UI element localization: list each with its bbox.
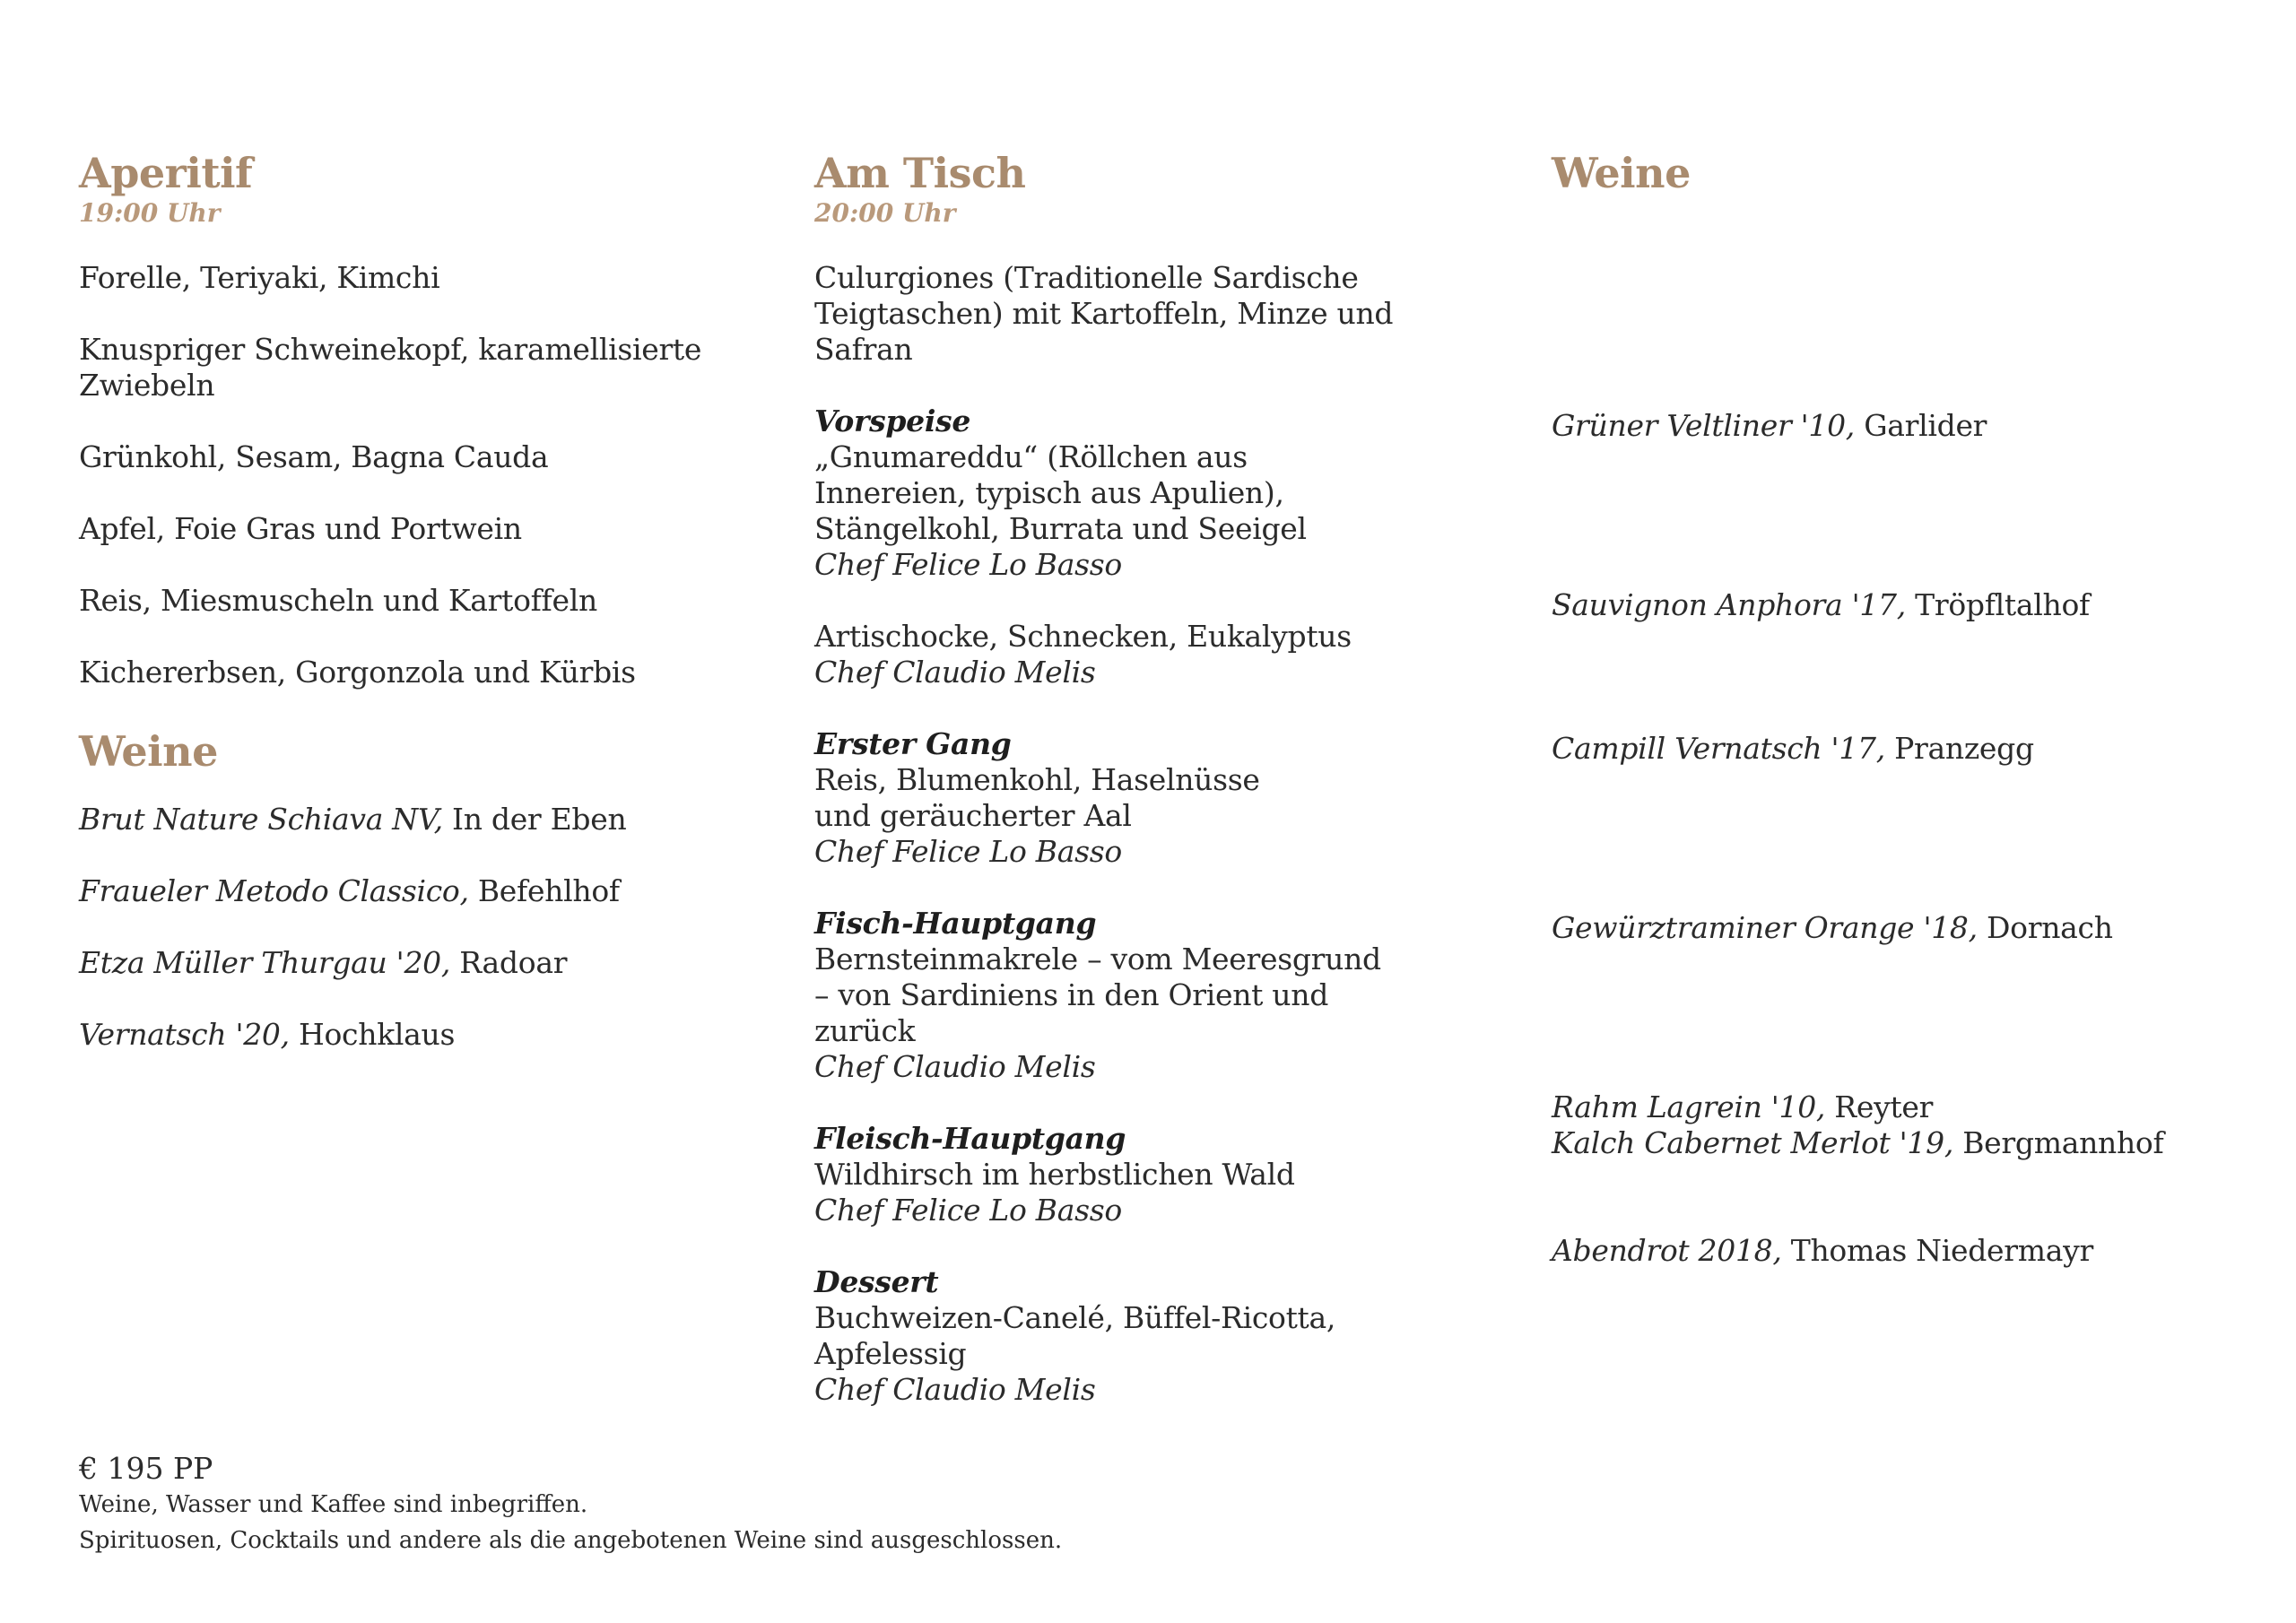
aperitif-wine <box>79 1017 743 1053</box>
course-title: Fisch-Hauptgang <box>814 906 1097 941</box>
course-chef: Chef Claudio Melis <box>814 1372 1096 1407</box>
aperitif-title: Aperitif <box>79 149 253 197</box>
wine-producer: Tröpfltalhof <box>1915 587 2090 622</box>
course-block <box>814 1264 1478 1408</box>
course-chef: Chef Felice Lo Basso <box>814 547 1122 582</box>
course-chef: Chef Felice Lo Basso <box>814 834 1122 869</box>
course-title: Dessert <box>814 1264 939 1299</box>
course-dish: Bernsteinmakrele – vom Meeresgrund – von Sardiniens in den Orient und zurück <box>814 942 1381 1048</box>
wine-pairing <box>1552 587 2090 623</box>
wine-name: Grüner Veltliner '10, <box>1552 408 1855 443</box>
course-title: Erster Gang <box>814 726 1012 761</box>
am-tisch-column <box>814 148 1478 1444</box>
course-chef: Chef Felice Lo Basso <box>814 1193 1122 1228</box>
wine-name: Kalch Cabernet Merlot '19, <box>1552 1125 1954 1160</box>
course-block <box>814 404 1478 583</box>
wine-producer: Pranzegg <box>1894 731 2034 766</box>
wine-name: Rahm Lagrein '10, <box>1552 1089 1826 1124</box>
course-block <box>814 260 1478 368</box>
price: € 195 PP <box>79 1451 213 1486</box>
aperitif-item: Apfel, Foie Gras und Portwein <box>79 511 522 546</box>
aperitif-wine <box>79 802 743 838</box>
aperitif-wine <box>79 873 743 909</box>
wine-pairing <box>1552 731 2034 767</box>
course-chef: Chef Claudio Melis <box>814 655 1096 690</box>
aperitif-item: Reis, Miesmuscheln und Kartoffeln <box>79 583 597 618</box>
course-dish: „Gnumareddu“ (Röllchen aus Innereien, typisch aus Apulien), Stängelkohl, Burrata und Seeigel <box>814 439 1307 546</box>
wine-name: Fraueler Metodo Classico, <box>79 873 469 908</box>
course-block <box>814 1121 1478 1228</box>
wine-name: Vernatsch '20, <box>79 1017 290 1052</box>
course-block <box>814 906 1478 1085</box>
price-footer <box>79 1451 1062 1558</box>
course-block <box>814 619 1478 690</box>
wine-producer: Befehlhof <box>477 873 620 908</box>
wine-pairing <box>1552 408 1987 444</box>
intro-dish: Culurgiones (Traditionelle Sardische Teigtaschen) mit Kartoffeln, Minze und Safran <box>814 260 1394 367</box>
aperitif-time: 19:00 Uhr <box>79 198 221 228</box>
course-dish: Buchweizen-Canelé, Büffel-Ricotta, Apfelessig <box>814 1300 1336 1371</box>
aperitif-wine-list <box>79 802 743 1053</box>
course-chef: Chef Claudio Melis <box>814 1049 1096 1084</box>
wine-name: Campill Vernatsch '17, <box>1552 731 1885 766</box>
am-tisch-time: 20:00 Uhr <box>814 198 956 228</box>
am-tisch-title: Am Tisch <box>814 149 1026 197</box>
wine-producer: Garlider <box>1864 408 1987 443</box>
wine-producer: Radoar <box>459 945 568 980</box>
wine-producer: Dornach <box>1987 910 2113 945</box>
included-note: Weine, Wasser und Kaffee sind inbegriffen. <box>79 1491 588 1518</box>
course-title: Vorspeise <box>814 404 971 438</box>
wine-name: Brut Nature Schiava NV, <box>79 802 443 837</box>
wine-producer: Reyter <box>1834 1089 1934 1124</box>
wine-producer: Thomas Niedermayr <box>1790 1233 2093 1268</box>
wine-pairing-title: Weine <box>1552 149 1691 197</box>
course-dish: Artischocke, Schnecken, Eukalyptus <box>814 619 1352 654</box>
wine-pairing <box>1552 910 2113 946</box>
aperitif-item: Forelle, Teriyaki, Kimchi <box>79 260 440 295</box>
aperitif-column <box>79 148 743 1089</box>
wine-producer: In der Eben <box>452 802 627 837</box>
wine-producer: Bergmannhof <box>1962 1125 2164 1160</box>
wine-name: Etza Müller Thurgau '20, <box>79 945 451 980</box>
aperitif-list <box>79 260 743 690</box>
wine-pairing <box>1552 1233 2093 1269</box>
aperitif-item: Kichererbsen, Gorgonzola und Kürbis <box>79 655 636 690</box>
course-block <box>814 726 1478 870</box>
course-list <box>814 260 1478 1408</box>
course-dish: Wildhirsch im herbstlichen Wald <box>814 1157 1295 1192</box>
aperitif-wine <box>79 945 743 981</box>
wine-name: Abendrot 2018, <box>1552 1233 1782 1268</box>
wine-pairing-column <box>1552 148 2269 1314</box>
aperitif-item: Knuspriger Schweinekopf, karamellisierte Zwiebeln <box>79 332 702 403</box>
wine-name: Sauvignon Anphora '17, <box>1552 587 1906 622</box>
excluded-note: Spirituosen, Cocktails und andere als die angebotenen Weine sind ausgeschlossen. <box>79 1527 1063 1554</box>
course-title: Fleisch-Hauptgang <box>814 1121 1126 1156</box>
course-dish: Reis, Blumenkohl, Haselnüsse und geräucherter Aal <box>814 762 1260 833</box>
aperitif-wines-title: Weine <box>79 727 218 776</box>
wine-pairing <box>1552 1089 1933 1125</box>
wine-pairing <box>1552 1125 2163 1161</box>
aperitif-item: Grünkohl, Sesam, Bagna Cauda <box>79 439 549 474</box>
wine-producer: Hochklaus <box>299 1017 456 1052</box>
wine-name: Gewürztraminer Orange '18, <box>1552 910 1978 945</box>
